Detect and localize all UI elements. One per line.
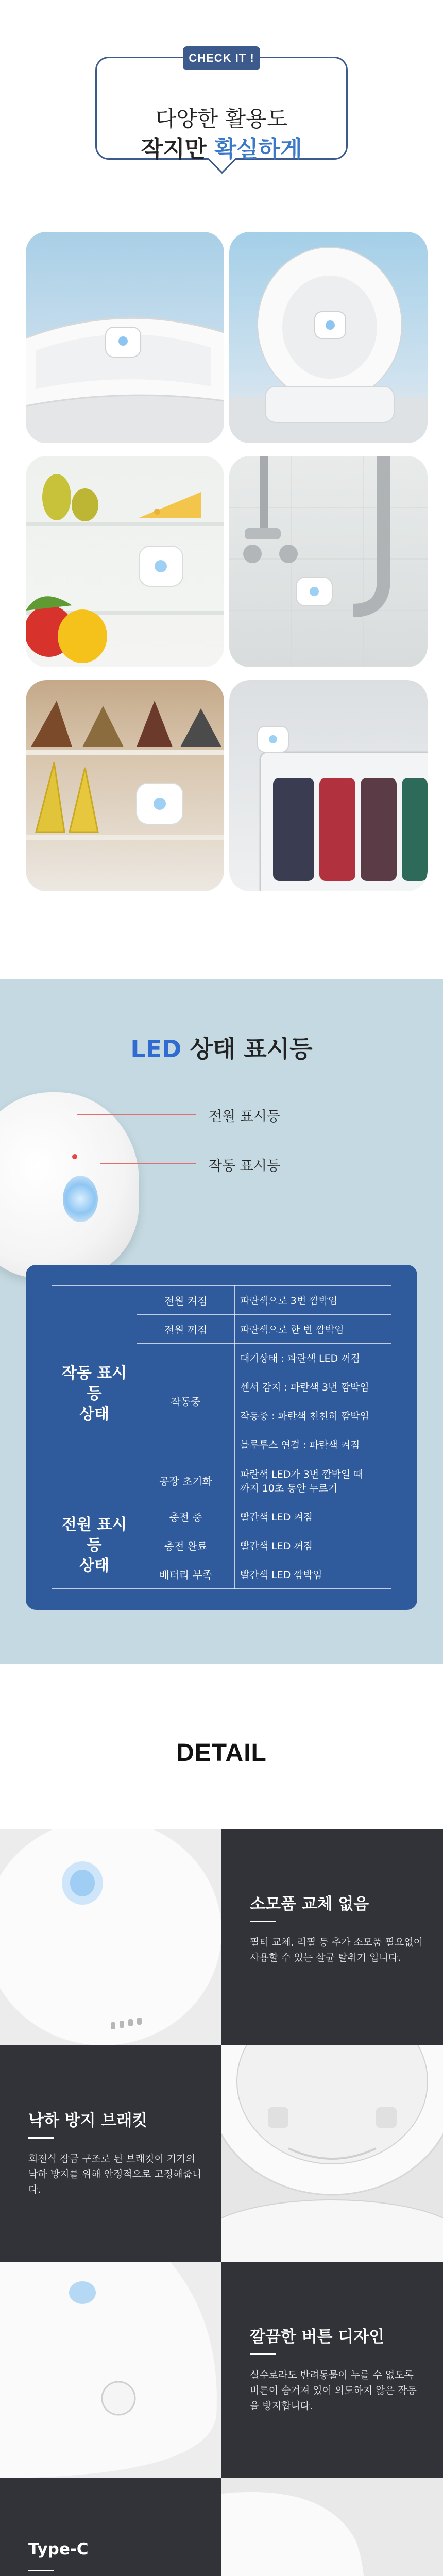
usage-photo-refrigerator (26, 456, 224, 667)
table-cell: 파란색 LED가 3번 깜박일 때 까지 10초 동안 누르기 (235, 1459, 391, 1502)
usage-section (0, 0, 443, 979)
table-cell: 빨간색 LED 꺼짐 (235, 1531, 391, 1560)
usage-photo-litter-box (26, 232, 224, 443)
hero-line-2-accent: 확실하게 (214, 136, 302, 162)
check-it-badge: CHECK IT ! (183, 46, 260, 70)
led-status-panel (26, 1265, 417, 1610)
detail-text-3 (222, 2262, 443, 2478)
led-status-section (0, 979, 443, 1664)
table-cell: 작동중 (137, 1344, 235, 1459)
callout-power: 전원 표시등 (209, 1109, 280, 1125)
led-section-title (0, 1030, 443, 1064)
detail-text-4 (0, 2478, 222, 2576)
table-cell: 대기상태 : 파란색 LED 꺼짐 (235, 1344, 391, 1372)
table-cell: 배터리 부족 (137, 1560, 235, 1589)
table-cell: 빨간색 LED 켜짐 (235, 1502, 391, 1531)
detail-item-desc: 필터 교체, 리필 등 추가 소모품 필요없이 사용할 수 있는 살균 탈취기 입니다. (250, 1937, 423, 1963)
hero-line-1: 다양한 활용도 (155, 106, 288, 131)
hero-line-2-prefix: 작지만 (141, 136, 215, 162)
detail-row-2 (0, 2045, 443, 2262)
table-cell: 블루투스 연결 : 파란색 켜짐 (235, 1430, 391, 1459)
detail-item-title: Type-C (28, 2540, 89, 2558)
title-underline (250, 1921, 276, 1922)
type-c-port-illustration (222, 2478, 443, 2576)
table-cell: 파란색으로 3번 깜박임 (235, 1286, 391, 1315)
detail-item-title: 낙하 방지 브래킷 (28, 2111, 148, 2130)
table-cell: 공장 초기화 (137, 1459, 235, 1502)
bathroom-illustration (229, 456, 428, 667)
usage-photo-drawer (229, 680, 428, 891)
callout-line-power (77, 1114, 196, 1115)
callout-operation: 작동 표시등 (209, 1158, 280, 1174)
usage-photo-shoe-rack (26, 680, 224, 891)
group-operation-label: 작동 표시등 상태 (52, 1286, 137, 1502)
table-cell: 충전 완료 (137, 1531, 235, 1560)
shoe-rack-illustration (26, 680, 224, 891)
hero-line-2 (97, 130, 346, 163)
detail-row-3 (0, 2262, 443, 2478)
table-cell: 작동중 : 파란색 천천히 깜박임 (235, 1401, 391, 1430)
bracket-illustration (222, 2045, 443, 2262)
detail-section (0, 1664, 443, 2576)
speech-bubble (95, 57, 348, 160)
power-indicator-dot (72, 1154, 77, 1159)
usage-photo-litter-dome (229, 232, 428, 443)
table-cell: 충전 중 (137, 1502, 235, 1531)
detail-row-1 (0, 1829, 443, 2045)
usage-photo-bathroom (229, 456, 428, 667)
detail-row-4 (0, 2478, 443, 2576)
led-status-table (52, 1285, 391, 1589)
refrigerator-illustration (26, 456, 224, 667)
detail-text-1 (222, 1829, 443, 2045)
device-front-illustration (0, 1829, 222, 2045)
table-cell: 빨간색 LED 깜박임 (235, 1560, 391, 1589)
detail-image-4 (222, 2478, 443, 2576)
button-closeup-illustration (0, 2262, 222, 2478)
table-row (52, 1286, 391, 1315)
detail-image-1 (0, 1829, 222, 2045)
title-underline (250, 2353, 276, 2355)
detail-item-title: 소모품 교체 없음 (250, 1895, 369, 1913)
detail-text-2 (0, 2045, 222, 2262)
led-title-accent: LED (130, 1035, 182, 1063)
detail-item-desc: 실수로라도 반려동물이 누를 수 없도록 버튼이 숨겨져 있어 의도하지 않은 작동을 방지합니다. (250, 2369, 417, 2412)
table-cell: 파란색으로 한 번 깜박임 (235, 1315, 391, 1344)
table-cell: 센서 감지 : 파란색 3번 깜박임 (235, 1372, 391, 1401)
group-power-label: 전원 표시등 상태 (52, 1502, 137, 1589)
detail-item-desc: 회전식 잠금 구조로 된 브래킷이 기기의 낙하 방지를 위해 안정적으로 고정해줍니다. (28, 2153, 202, 2195)
litter-dome-illustration (229, 232, 428, 443)
led-title-rest: 상태 표시등 (181, 1035, 313, 1063)
callout-line-operation (100, 1163, 196, 1164)
detail-image-2 (222, 2045, 443, 2262)
detail-item-title: 깔끔한 버튼 디자인 (250, 2328, 385, 2346)
detail-image-3 (0, 2262, 222, 2478)
title-underline (28, 2137, 54, 2139)
table-cell: 전원 켜짐 (137, 1286, 235, 1315)
device-closeup (0, 1092, 139, 1278)
detail-title: DETAIL (176, 1739, 267, 1767)
drawer-illustration (229, 680, 428, 891)
litter-box-illustration (26, 232, 224, 443)
table-cell: 전원 꺼짐 (137, 1315, 235, 1344)
operation-indicator-lens (63, 1176, 98, 1222)
title-underline (28, 2570, 54, 2571)
table-row (52, 1502, 391, 1531)
